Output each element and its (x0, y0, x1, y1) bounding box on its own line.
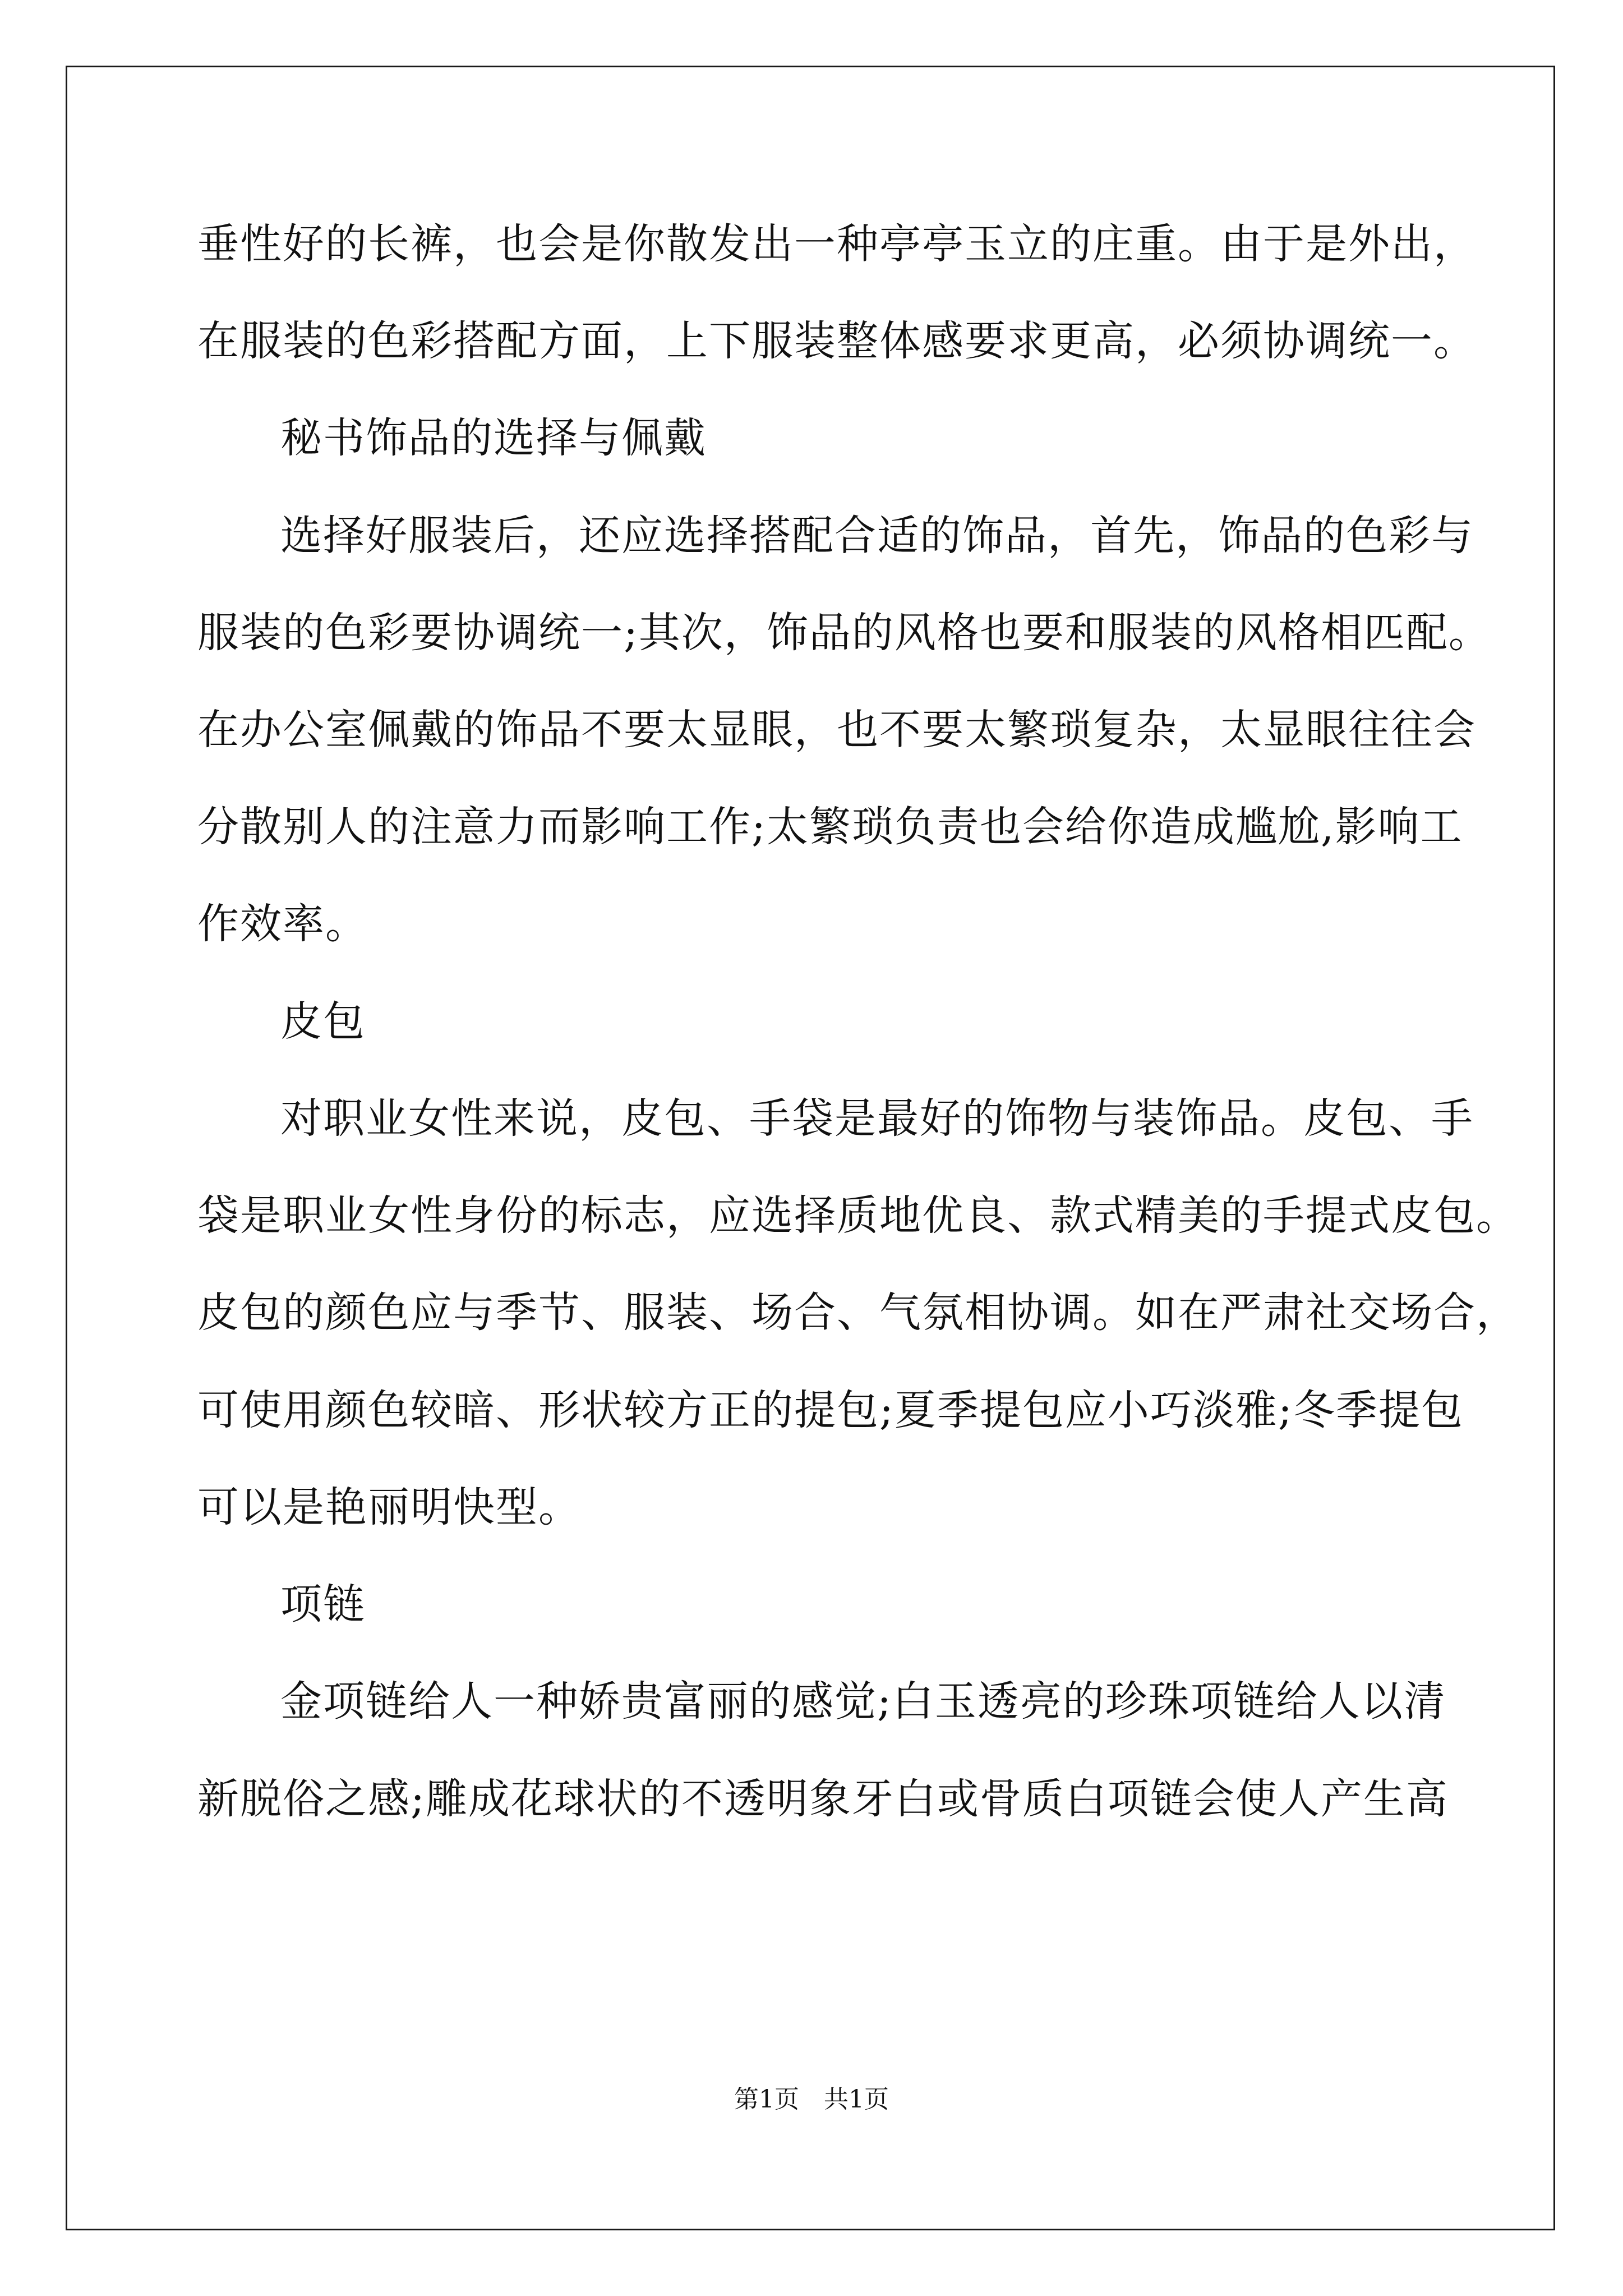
paragraph-line: 皮包的颜色应与季节、服装、场合、气氛相协调。如在严肃社交场合， (197, 1289, 1519, 1337)
paragraph-line: 金项链给人一种娇贵富丽的感觉;白玉透亮的珍珠项链给人以清 (280, 1677, 1446, 1726)
paragraph-line: 在办公室佩戴的饰品不要太显眼，也不要太繁琐复杂，太显眼往往会 (197, 706, 1476, 754)
paragraph-line: 可以是艳丽明快型。 (197, 1483, 581, 1531)
paragraph-line: 在服装的色彩搭配方面，上下服装整体感要求更高，必须协调统一。 (197, 317, 1476, 365)
paragraph-line: 服装的色彩要协调统一;其次，饰品的风格也要和服装的风格相匹配。 (197, 609, 1491, 657)
paragraph-line: 分散别人的注意力而影响工作;太繁琐负责也会给你造成尴尬,影响工 (197, 803, 1463, 851)
paragraph-line: 作效率。 (197, 900, 368, 948)
page-footer: 第1页 共1页 (734, 2085, 889, 2114)
paragraph-line: 垂性好的长裤，也会是你散发出一种亭亭玉立的庄重。由于是外出， (197, 220, 1476, 268)
section-heading: 项链 (280, 1580, 366, 1628)
section-heading: 秘书饰品的选择与佩戴 (280, 414, 707, 462)
paragraph-line: 袋是职业女性身份的标志，应选择质地优良、款式精美的手提式皮包。 (197, 1191, 1519, 1240)
section-heading: 皮包 (280, 997, 366, 1046)
paragraph-line: 可使用颜色较暗、形状较方正的提包;夏季提包应小巧淡雅;冬季提包 (197, 1386, 1464, 1434)
paragraph-line: 新脱俗之感;雕成花球状的不透明象牙白或骨质白项链会使人产生高 (197, 1775, 1449, 1823)
paragraph-line: 对职业女性来说，皮包、手袋是最好的饰物与装饰品。皮包、手 (280, 1094, 1474, 1143)
paragraph-line: 选择好服装后，还应选择搭配合适的饰品，首先，饰品的色彩与 (280, 512, 1474, 560)
